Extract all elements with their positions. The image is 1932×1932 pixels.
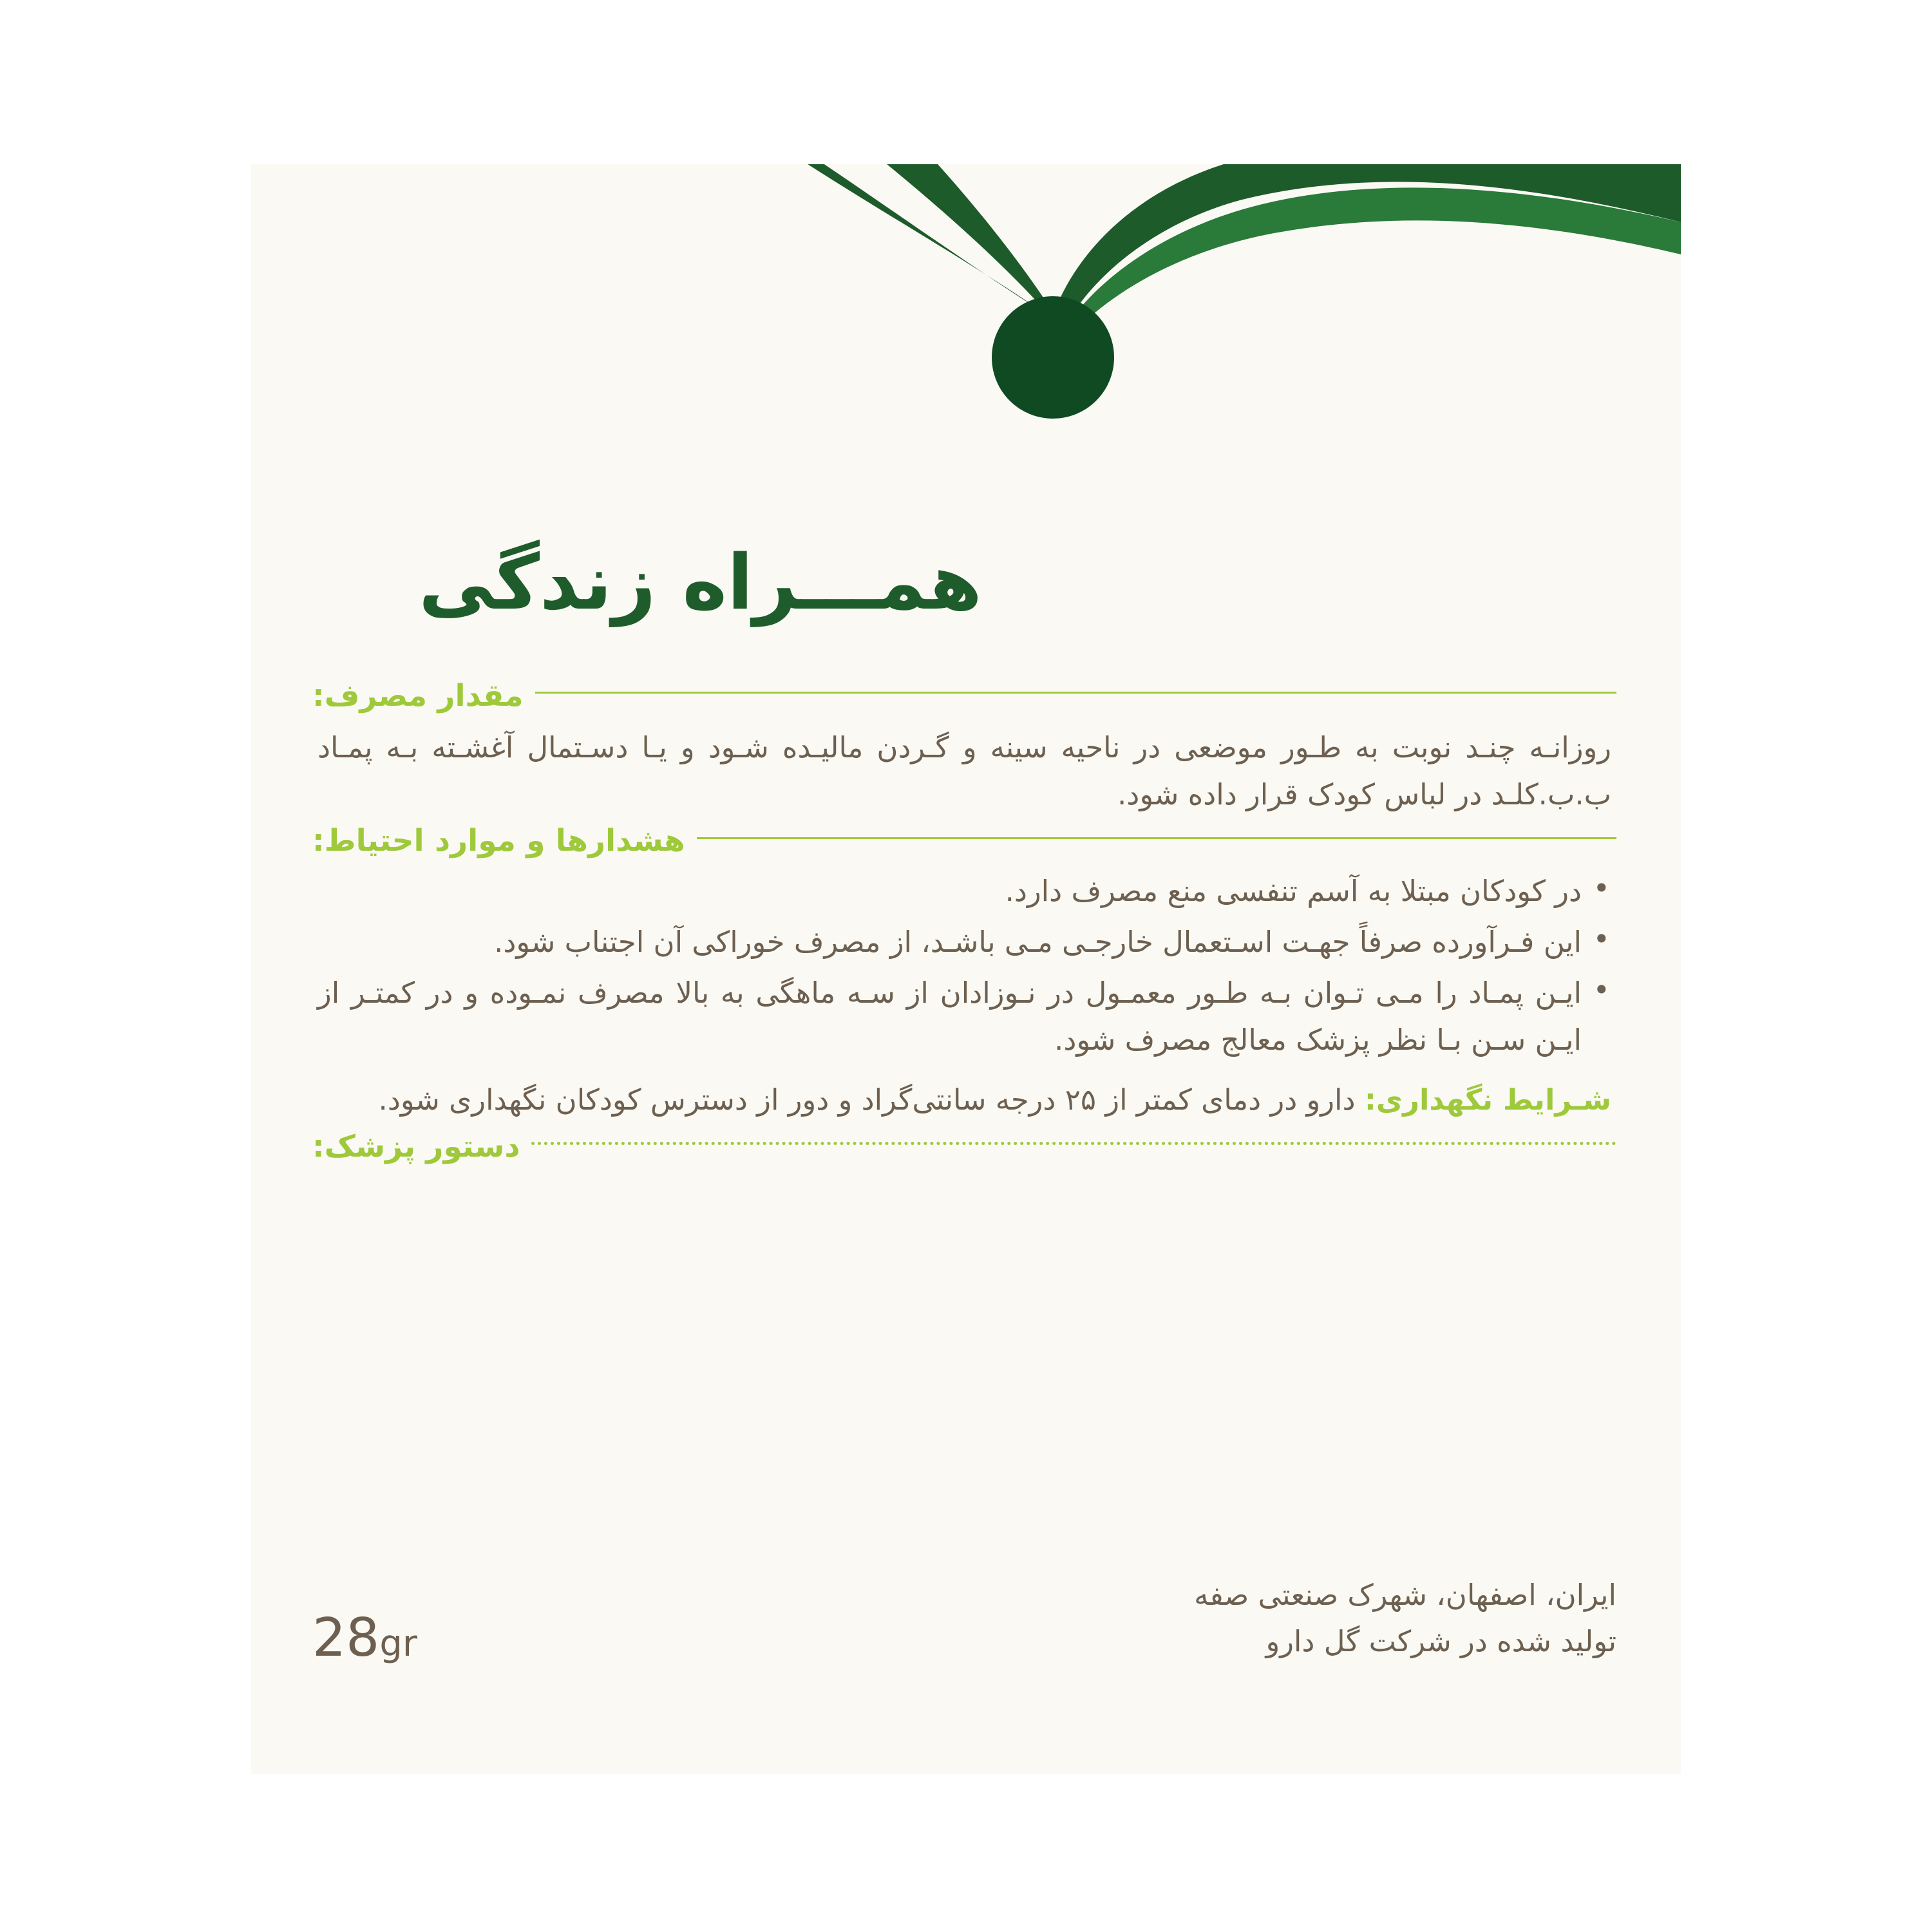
net-weight-unit: gr — [379, 1623, 417, 1665]
storage-heading: شـرایط نگهداری: — [1364, 1082, 1611, 1117]
leaf-decoration-icon — [251, 164, 1681, 506]
section-header-dosage — [312, 679, 1616, 713]
package-footer — [312, 1572, 1616, 1669]
storage-text: دارو در دمای کمتر از ۲۵ درجه سانتی‌گراد و دور از دسترس کودکان نگهداری شود. — [378, 1082, 1356, 1117]
manufacturer-company: تولید شده در شرکت گل دارو — [1265, 1624, 1616, 1658]
list-item: • ایـن پمـاد را مـی تـوان بـه طـور معمـول در نـوزادان از سـه ماهگی به بالا مصرف نمـوده و در کمتـر از ایـن سـن بـا نظر پزشک معالج مصرف شود. — [317, 970, 1611, 1064]
product-package-panel — [251, 164, 1681, 1774]
net-weight — [312, 1607, 417, 1669]
manufacturer-address: ایران، اصفهان، شهرک صنعتی صفه — [1194, 1578, 1616, 1612]
list-item: • در کودکان مبتلا به آسم تنفسی منع مصرف دارد. — [317, 868, 1611, 915]
net-weight-value: 28 — [312, 1607, 380, 1669]
dosage-heading: مقدار مصرف: — [312, 678, 524, 714]
warnings-rule — [697, 837, 1616, 839]
warnings-heading: هشدارها و موارد احتیاط: — [312, 823, 685, 859]
warnings-list — [317, 868, 1611, 1064]
dosage-rule — [535, 692, 1616, 694]
prescription-rule — [531, 1142, 1616, 1145]
dosage-text: روزانـه چنـد نوبت به طـور موضعی در ناحیه سینه و گـردن مالیـده شـود و یـا دسـتمال آغشـته بـه پمـاد ب.ب.کلـد در لباس کودک قرار داده شود. — [317, 730, 1611, 811]
package-content — [312, 673, 1616, 1163]
section-header-warnings — [312, 824, 1616, 858]
list-item: • این فـرآورده صرفاً جهـت اسـتعمال خارجـی مـی باشـد، از مصرف خوراکی آن اجتناب شود. — [317, 919, 1611, 966]
manufacturer-info — [1194, 1572, 1616, 1665]
prescription-heading: دستور پزشک: — [312, 1128, 520, 1164]
storage-section — [317, 1077, 1611, 1124]
section-header-prescription — [312, 1130, 1616, 1164]
brand-slogan: همـــراه زندگی — [419, 538, 982, 627]
